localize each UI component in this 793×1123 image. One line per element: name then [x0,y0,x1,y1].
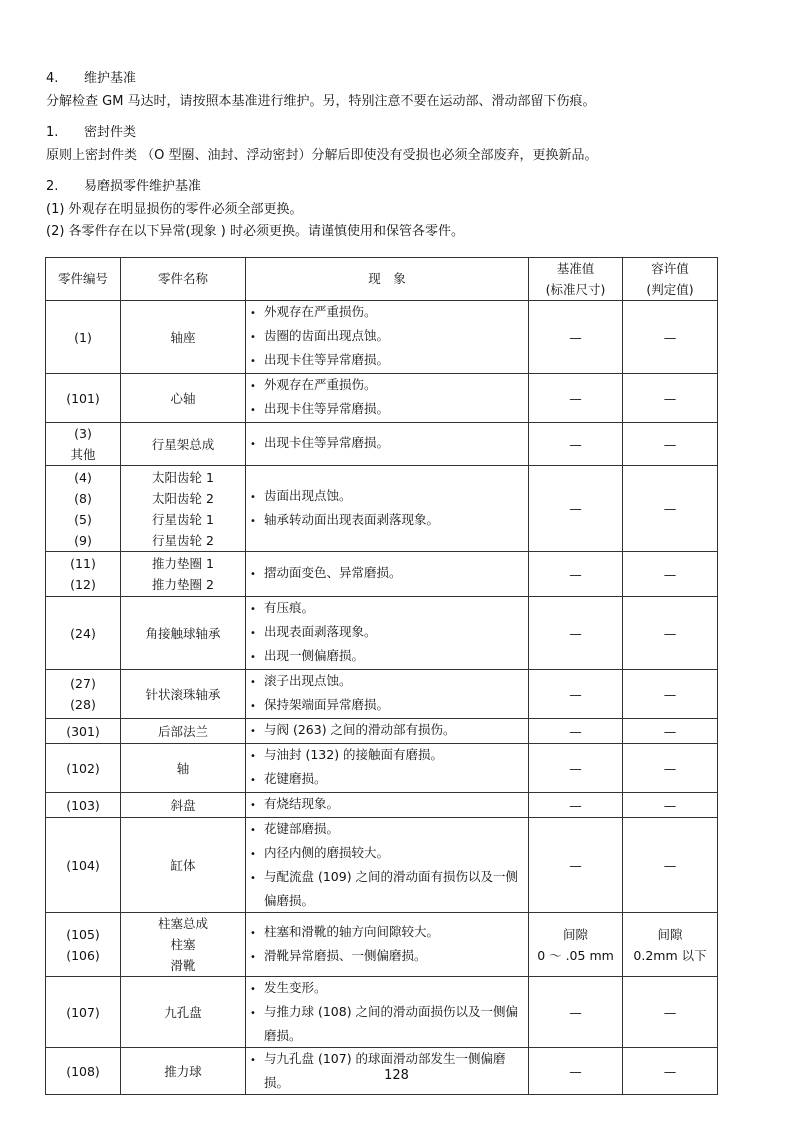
phenomenon-item: • 出现表面剥落现象。 [250,621,524,645]
part-name: 行星齿轮 2 [152,532,214,548]
base-value: — [569,1004,582,1020]
part-number-cell [46,670,121,719]
subsection-number: 2. [46,179,59,194]
subsection-heading [46,124,136,142]
phenomenon-item: • 出现一侧偏磨损。 [250,645,524,669]
part-number: (1) [74,329,92,345]
phenomenon-item: • 内径内侧的磨损较大。 [250,842,524,866]
part-name-cell [121,670,246,719]
phenomenon-item: • 齿面出现点蚀。 [250,485,524,509]
phenomenon-item: • 与阀 (263) 之间的滑动部有损伤。 [250,719,524,743]
rule-item: (1) 外观存在明显损伤的零件必须全部更换。 [46,202,303,217]
allow-value: — [663,1063,677,1079]
part-name-cell [121,374,246,423]
phenomenon-cell [246,301,529,374]
phenomenon-item: • 外观存在严重损伤。 [250,301,524,325]
header-part-no: 零件编号 [46,258,121,301]
part-number: (4) [74,469,92,485]
part-number-cell [46,977,121,1048]
allow-value-cell [623,977,718,1048]
part-number: (301) [66,723,100,739]
section-heading [46,70,136,88]
base-value-cell [529,977,623,1048]
allow-value: 0.2mm 以下 [633,947,707,963]
part-number: (103) [66,797,100,813]
part-number-cell [46,793,121,818]
allow-value-cell [623,913,718,977]
base-value: — [569,390,582,406]
part-name: 太阳齿轮 1 [152,469,214,485]
part-name: 行星架总成 [151,436,215,452]
subsection-title: 易磨损零件维护基准 [84,179,202,194]
part-name: 九孔盘 [164,1004,202,1020]
part-number: (27) [70,676,96,691]
part-name-cell [121,552,246,597]
allow-value-cell [623,466,718,552]
header-base-value: 基准值 (标准尺寸) [529,258,623,301]
allow-value-cell [623,423,718,466]
base-value: — [569,625,582,641]
phenomenon-item: • 有烧结现象。 [250,793,524,817]
allow-value-cell [623,818,718,913]
part-number-cell [46,301,121,374]
phenomenon-item: • 花键磨损。 [250,768,524,792]
phenomenon-item: • 轴承转动面出现表面剥落现象。 [250,509,524,533]
part-number: (104) [66,857,100,873]
base-value: — [569,501,582,516]
phenomenon-cell [246,913,529,977]
base-value: — [569,329,582,345]
part-name-cell [121,597,246,670]
table-row [46,374,718,423]
rule-item: (2) 各零件存在以下异常(现象 ) 时必须更换。请谨慎使用和保管各零件。 [46,224,464,239]
part-name: 推力垫圈 2 [152,577,214,592]
part-number-cell [46,466,121,552]
base-value: — [569,857,582,873]
part-name-cell [121,719,246,744]
part-number: (12) [70,577,96,592]
allow-value: — [663,1004,677,1020]
table-row [46,301,718,374]
intro-paragraph: 分解检查 GM 马达时，请按照本基准进行维护。另，特别注意不要在运动部、滑动部留下伤痕。 [46,94,596,109]
allow-value: — [663,797,677,813]
subsection-title: 密封件类 [84,125,137,140]
base-value: — [569,797,582,813]
phenomenon-cell [246,793,529,818]
allow-value-cell [623,552,718,597]
base-value-cell [529,744,623,793]
base-value-cell [529,597,623,670]
phenomenon-item: • 齿圈的齿面出现点蚀。 [250,325,524,349]
table-row [46,552,718,597]
allow-value: 间隙 [657,926,683,942]
base-value: 间隙 [562,926,588,942]
part-name: 心轴 [170,390,196,406]
allow-value-cell [623,597,718,670]
allow-value-cell [623,719,718,744]
part-name: 角接触球轴承 [145,625,221,641]
part-number-cell [46,818,121,913]
base-value: — [569,686,582,702]
allow-value: — [663,566,677,582]
table-row [46,793,718,818]
part-number-cell [46,913,121,977]
table-row [46,719,718,744]
phenomenon-item: • 发生变形。 [250,977,524,1001]
phenomenon-item: • 与配流盘 (109) 之间的滑动面有损伤以及一侧偏磨损。 [250,866,524,912]
base-value-cell [529,301,623,374]
phenomenon-item: • 出现卡住等异常磨损。 [250,398,524,422]
part-number-cell [46,552,121,597]
base-value-cell [529,466,623,552]
phenomenon-item: • 与油封 (132) 的接触面有磨损。 [250,744,524,768]
base-value-cell [529,423,623,466]
allow-value-cell [623,744,718,793]
phenomenon-cell [246,977,529,1048]
header-allow-value: 容许值 (判定值) [623,258,718,301]
part-name: 太阳齿轮 2 [152,490,214,506]
table-header-row [46,258,718,301]
part-number: (5) [74,511,92,527]
part-number: (105) [66,926,100,942]
allow-value: — [663,390,677,406]
part-number: (28) [70,697,96,712]
base-value-cell [529,374,623,423]
base-value-cell [529,913,623,977]
table-row [46,818,718,913]
allow-value: — [663,329,677,345]
allow-value: — [663,625,677,641]
phenomenon-item: • 摺动面变色、异常磨损。 [250,562,524,586]
wear-parts-table [45,257,718,1095]
part-number: (102) [66,760,100,776]
phenomenon-item: • 与九孔盘 (107) 的球面滑动部发生一侧偏磨损。 [250,1048,524,1094]
allow-value-cell [623,793,718,818]
base-value: — [569,436,582,452]
base-value-cell [529,793,623,818]
base-value-cell [529,818,623,913]
subsection-heading [46,178,201,196]
allow-value: — [663,760,677,776]
allow-value-cell [623,374,718,423]
section-title: 维护基准 [84,71,137,86]
part-name: 缸体 [170,857,196,873]
part-name-cell [121,423,246,466]
phenomenon-cell [246,719,529,744]
phenomenon-item: • 出现卡住等异常磨损。 [250,349,524,373]
part-name: 柱塞 [170,937,196,952]
part-number: (11) [70,556,96,571]
table-row [46,466,718,552]
phenomenon-cell [246,818,529,913]
part-name-cell [121,913,246,977]
allow-value: — [663,436,677,452]
phenomenon-item: • 与推力球 (108) 之间的滑动面损伤以及一侧偏磨损。 [250,1001,524,1047]
allow-value: — [663,501,677,516]
phenomenon-item: • 柱塞和滑靴的轴方向间隙较大。 [250,921,524,945]
part-number-cell [46,374,121,423]
base-value: — [569,723,582,739]
part-name: 轴座 [170,329,196,345]
phenomenon-cell [246,374,529,423]
part-name: 针状滚珠轴承 [145,686,221,702]
base-value: — [569,760,582,776]
allow-value: — [663,723,677,739]
part-name: 行星齿轮 1 [152,511,214,527]
header-phenomenon: 现 象 [246,258,529,301]
table-row [46,597,718,670]
part-number: (108) [66,1063,100,1079]
base-value-cell [529,670,623,719]
part-number: (3) [74,426,92,441]
phenomenon-item: • 花键部磨损。 [250,818,524,842]
phenomenon-cell [246,597,529,670]
part-name: 滑靴 [170,958,196,973]
phenomenon-cell [246,744,529,793]
part-name-cell [121,744,246,793]
part-name-cell [121,466,246,552]
part-number: (106) [66,947,100,963]
part-number: (107) [66,1004,100,1020]
part-number-cell [46,423,121,466]
base-value: — [569,1063,582,1079]
phenomenon-item: • 保持架端面异常磨损。 [250,694,524,718]
base-value-cell [529,719,623,744]
part-name: 斜盘 [170,797,196,813]
subsection-number: 1. [46,125,59,140]
part-name: 柱塞总成 [157,916,208,931]
allow-value: — [663,686,677,702]
header-part-name: 零件名称 [121,258,246,301]
phenomenon-item: • 外观存在严重损伤。 [250,374,524,398]
phenomenon-cell [246,552,529,597]
allow-value: — [663,857,677,873]
phenomenon-cell [246,670,529,719]
part-number: (9) [74,532,92,548]
part-number-cell [46,597,121,670]
seal-paragraph: 原则上密封件类 （O 型圈、油封、浮动密封）分解后即使没有受损也必须全部废弃，更换新品。 [46,148,598,163]
base-value: — [569,566,582,582]
phenomenon-item: • 滑靴异常磨损、一侧偏磨损。 [250,945,524,969]
phenomenon-cell [246,423,529,466]
allow-value-cell [623,670,718,719]
table-body [46,301,718,1095]
part-name-cell [121,301,246,374]
part-name-cell [121,818,246,913]
part-number: (101) [66,390,100,406]
part-name: 后部法兰 [157,723,208,739]
phenomenon-cell [246,466,529,552]
allow-value-cell [623,301,718,374]
table-row [46,744,718,793]
part-name-cell [121,977,246,1048]
page-number: 128 [384,1068,409,1083]
part-number: (8) [74,490,92,506]
table-row [46,670,718,719]
phenomenon-item: • 出现卡住等异常磨损。 [250,432,524,456]
base-value-cell [529,552,623,597]
part-name: 推力垫圈 1 [152,556,214,571]
part-number-cell [46,719,121,744]
table-row [46,977,718,1048]
part-number-cell [46,744,121,793]
section-number: 4. [46,71,59,86]
part-name: 轴 [176,760,190,776]
part-name: 推力球 [164,1063,202,1079]
table-row [46,913,718,977]
part-name-cell [121,793,246,818]
part-number: 其他 [70,447,96,462]
phenomenon-item: • 有压痕。 [250,597,524,621]
table-row [46,423,718,466]
part-number: (24) [70,625,96,641]
base-value: 0 ～ .05 mm [537,947,614,963]
phenomenon-item: • 滚子出现点蚀。 [250,670,524,694]
